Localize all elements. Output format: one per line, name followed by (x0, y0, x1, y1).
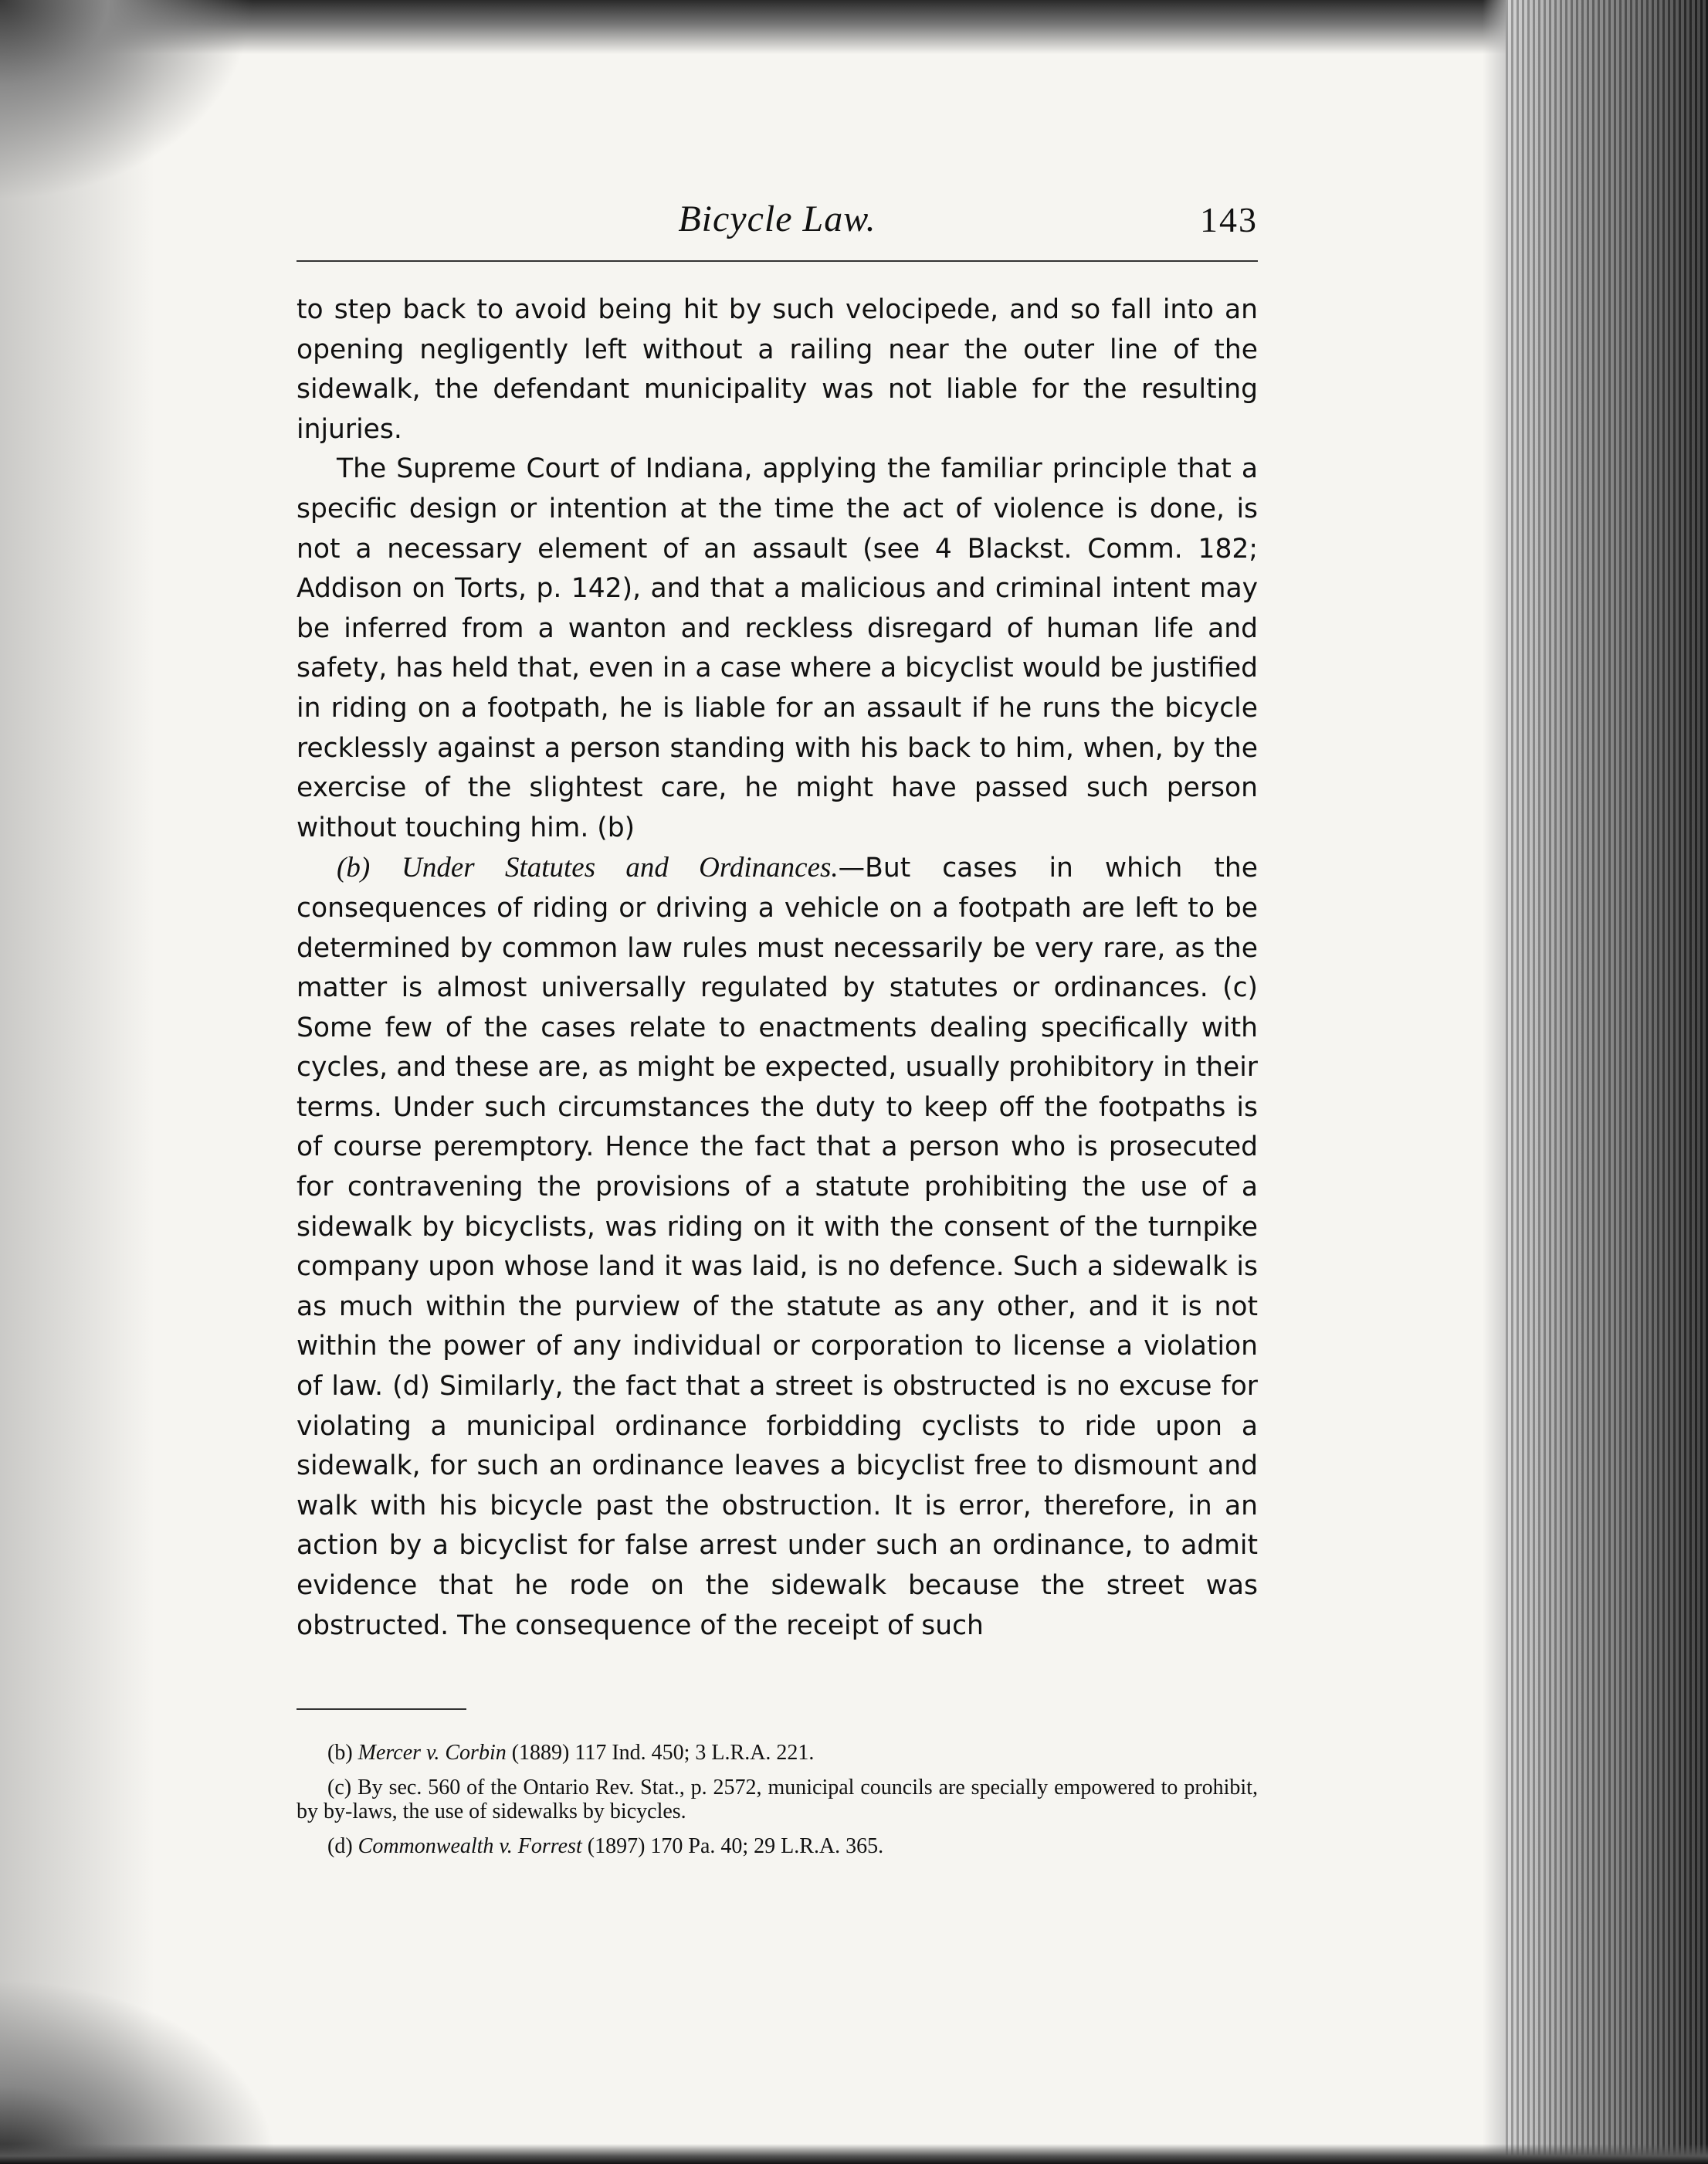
scan-shadow-top (0, 0, 1708, 54)
footnote-marker: (b) (327, 1741, 353, 1765)
scan-shadow-bottom (0, 2144, 1708, 2164)
header-rule (297, 260, 1258, 262)
running-title: Bicycle Law. (678, 198, 876, 239)
footnote-b (297, 1741, 1258, 1765)
footnote-case: Mercer v. Corbin (358, 1741, 507, 1765)
running-head (297, 198, 1258, 252)
paragraph-2: The Supreme Court of Indiana, applying the familiar principle that a specific design or intention at the time the act of violence is done, is not a necessary element of an assault (see 4 Blackst. Comm. 182; Addison on Torts, p. 142), and that a malicious and criminal intent may be inferred from a wanton and reckless disregard of human life and safety, has held that, even in a case where a bicyclist would be justified in riding on a footpath, he is liable for an assault if he runs the bicycle recklessly against a person standing with his back to him, when, by the exercise of the slightest care, he might have passed such person without touching him. (b) (297, 453, 1258, 843)
footnote-d (297, 1834, 1258, 1858)
scan-corner-bottom-left (0, 1979, 278, 2164)
footnote-citation: By sec. 560 of the Ontario Rev. Stat., p. 2572, municipal councils are specially empowered to prohibit, by by-laws, the use of sidewalks by bicycles. (297, 1776, 1258, 1823)
section-heading: Under Statutes and Ordinances. (402, 852, 839, 884)
body-text (297, 290, 1258, 1646)
paragraph-1: to step back to avoid being hit by such velocipede, and so fall into an opening negligently left without a railing near the outer line of the sidewalk, the defendant municipality was not liable for the resulting injuries. (297, 294, 1258, 445)
scan-corner-top-left (0, 0, 255, 201)
footnote-citation: (1889) 117 Ind. 450; 3 L.R.A. 221. (506, 1741, 815, 1765)
footnote-marker: (c) (327, 1776, 352, 1799)
scan-page-edge-right (1506, 0, 1708, 2164)
footnote-case: Commonwealth v. Forrest (358, 1834, 582, 1858)
scan-shadow-left (0, 0, 154, 2164)
footnotes (297, 1741, 1258, 1869)
scan-gutter-fade (1483, 0, 1506, 2164)
paragraph-3 (297, 848, 1258, 1646)
section-marker: (b) (337, 852, 371, 884)
footnote-c (297, 1776, 1258, 1823)
page-number: 143 (1200, 200, 1258, 239)
footnote-rule (297, 1708, 466, 1710)
footnote-citation: (1897) 170 Pa. 40; 29 L.R.A. 365. (581, 1834, 884, 1858)
footnote-marker: (d) (327, 1834, 353, 1858)
paragraph-3-text: —But cases in which the consequences of riding or driving a vehicle on a footpath are left to be determined by common law rules must necessarily be very rare, as the matter is almost universally regulated by statutes or ordinances. (c) Some few of the cases relate to enactments dealing specifically with cycles, and these are, as might be expected, usually prohibitory in their terms. Under such circumstances the duty to keep off the footpaths is of course peremptory. Hence the fact that a person who is prosecuted for contravening the provisions of a statute prohibiting the use of a sidewalk by bicyclists, was riding on it with the consent of the turnpike company upon whose land it was laid, is no defence. Such a sidewalk is as much within the purview of the statute as any other, and it is not within the power of any individual or corporation to license a violation of law. (d) Similarly, the fact that a street is obstructed is no excuse for violating a municipal ordinance forbidding cyclists to ride upon a sidewalk, for such an ordinance leaves a bicyclist free to dismount and walk with his bicycle past the obstruction. It is error, therefore, in an action by a bicyclist for false arrest under such an ordinance, to admit evidence that he rode on the sidewalk because the street was obstructed. The consequence of the receipt of such (297, 853, 1258, 1641)
